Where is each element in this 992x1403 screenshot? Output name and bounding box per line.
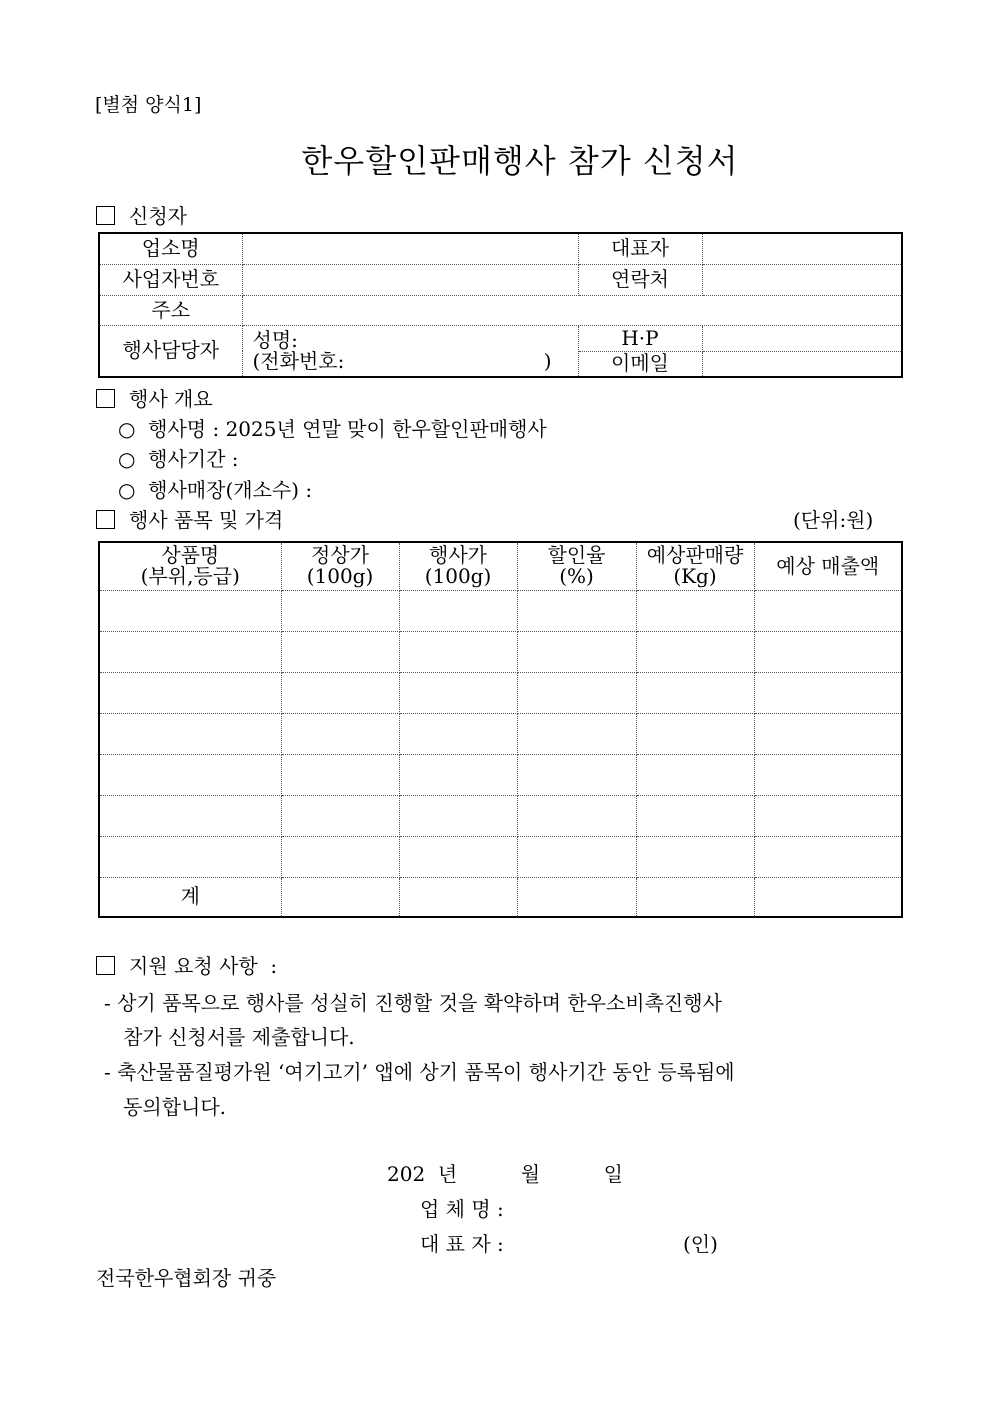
table-cell[interactable] — [754, 754, 902, 795]
checkbox-icon — [96, 956, 115, 975]
table-cell[interactable] — [517, 631, 636, 672]
table-cell[interactable] — [99, 631, 281, 672]
table-cell[interactable] — [399, 836, 517, 877]
section-applicant — [96, 200, 187, 229]
table-row — [99, 795, 902, 836]
table-cell[interactable] — [636, 631, 754, 672]
label-address: 주소 — [99, 295, 242, 325]
table-cell[interactable] — [99, 672, 281, 713]
table-row — [99, 590, 902, 631]
table-cell[interactable] — [754, 877, 902, 917]
table-cell[interactable] — [281, 590, 399, 631]
total-label: 계 — [99, 877, 281, 917]
unit-label: (단위:원) — [793, 508, 874, 532]
table-cell[interactable] — [517, 590, 636, 631]
header-event-price: 행사가 (100g) — [399, 542, 517, 590]
address-field[interactable] — [242, 295, 902, 325]
table-row — [99, 713, 902, 754]
applicant-table — [98, 232, 903, 378]
table-cell[interactable] — [754, 590, 902, 631]
company-label: 업 체 명 : — [420, 1197, 504, 1221]
table-row — [99, 836, 902, 877]
overview-item: ○ 행사명 : 2025년 연말 맞이 한우할인판매행사 — [118, 417, 547, 441]
table-cell[interactable] — [99, 713, 281, 754]
table-cell[interactable] — [517, 877, 636, 917]
table-cell[interactable] — [517, 754, 636, 795]
email-field[interactable] — [702, 351, 902, 377]
statement-line: - 축산물품질평가원 ‘여기고기’ 앱에 상기 품목이 행사기간 동안 등록됨에 — [104, 1060, 735, 1084]
table-cell[interactable] — [754, 672, 902, 713]
label-email: 이메일 — [578, 351, 702, 377]
statement-line: - 상기 품목으로 행사를 성실히 진행할 것을 확약하며 한우소비촉진행사 — [104, 991, 722, 1015]
statement-line: 동의합니다. — [104, 1095, 227, 1119]
table-cell[interactable] — [754, 795, 902, 836]
table-cell[interactable] — [636, 795, 754, 836]
table-row — [99, 672, 902, 713]
header-product: 상품명 (부위,등급) — [99, 542, 281, 590]
label-business-name: 업소명 — [99, 233, 242, 264]
business-name-field[interactable] — [242, 233, 578, 264]
label-representative: 대표자 — [578, 233, 702, 264]
table-row — [99, 754, 902, 795]
table-cell[interactable] — [399, 590, 517, 631]
label-contact: 연락처 — [578, 264, 702, 295]
header-regular-price: 정상가 (100g) — [281, 542, 399, 590]
header-discount: 할인율 (%) — [517, 542, 636, 590]
section-label: 지원 요청 사항 : — [129, 954, 278, 978]
table-cell[interactable] — [99, 754, 281, 795]
table-cell[interactable] — [281, 672, 399, 713]
table-cell[interactable] — [517, 836, 636, 877]
representative-field[interactable] — [702, 233, 902, 264]
items-table — [98, 541, 903, 918]
header-expected-sales: 예상 매출액 — [754, 542, 902, 590]
page-title: 한우할인판매행사 참가 신청서 — [301, 142, 739, 180]
section-overview — [96, 383, 213, 412]
overview-item: ○ 행사매장(개소수) : — [118, 478, 313, 502]
table-cell[interactable] — [754, 713, 902, 754]
ceo-label: 대 표 자 : — [420, 1232, 504, 1256]
table-cell[interactable] — [281, 631, 399, 672]
section-label: 행사 개요 — [129, 387, 213, 411]
table-cell[interactable] — [399, 754, 517, 795]
table-cell[interactable] — [99, 795, 281, 836]
table-cell[interactable] — [636, 754, 754, 795]
checkbox-icon — [96, 206, 115, 225]
section-support — [96, 950, 277, 979]
table-cell[interactable] — [636, 877, 754, 917]
table-cell[interactable] — [636, 836, 754, 877]
checkbox-icon — [96, 389, 115, 408]
overview-item: ○ 행사기간 : — [118, 447, 239, 471]
table-cell[interactable] — [99, 590, 281, 631]
table-cell[interactable] — [517, 713, 636, 754]
table-cell[interactable] — [281, 754, 399, 795]
table-cell[interactable] — [754, 631, 902, 672]
table-cell[interactable] — [399, 672, 517, 713]
table-cell[interactable] — [399, 631, 517, 672]
table-cell[interactable] — [399, 713, 517, 754]
label-business-number: 사업자번호 — [99, 264, 242, 295]
phone-close: ) — [543, 348, 552, 373]
table-cell[interactable] — [517, 672, 636, 713]
label-event-manager: 행사담당자 — [99, 325, 242, 377]
table-cell[interactable] — [399, 877, 517, 917]
label-phone — [252, 348, 578, 373]
table-cell[interactable] — [636, 590, 754, 631]
business-number-field[interactable] — [242, 264, 578, 295]
table-cell[interactable] — [281, 836, 399, 877]
table-row — [99, 631, 902, 672]
table-cell[interactable] — [517, 795, 636, 836]
section-label: 행사 품목 및 가격 — [129, 508, 284, 532]
table-cell[interactable] — [399, 795, 517, 836]
section-label: 신청자 — [129, 204, 187, 228]
table-cell[interactable] — [281, 795, 399, 836]
phone-label: (전화번호: — [252, 348, 345, 373]
recipient: 전국한우협회장 귀중 — [96, 1266, 277, 1290]
table-cell[interactable] — [281, 877, 399, 917]
manager-name-phone-field[interactable] — [242, 325, 578, 377]
section-items — [96, 504, 283, 533]
contact-field[interactable] — [702, 264, 902, 295]
hp-field[interactable] — [702, 325, 902, 351]
table-cell[interactable] — [281, 713, 399, 754]
statement-line: 참가 신청서를 제출합니다. — [104, 1025, 355, 1049]
checkbox-icon — [96, 510, 115, 529]
table-cell[interactable] — [636, 713, 754, 754]
table-cell[interactable] — [636, 672, 754, 713]
attachment-label: [별첨 양식1] — [95, 94, 202, 116]
table-cell[interactable] — [754, 836, 902, 877]
table-cell[interactable] — [99, 836, 281, 877]
label-hp: H·P — [578, 325, 702, 351]
signature-date: 202 년 월 일 — [387, 1162, 623, 1186]
seal-label: (인) — [683, 1232, 718, 1256]
label-name: 성명: — [252, 327, 298, 352]
header-expected-qty: 예상판매량 (Kg) — [636, 542, 754, 590]
